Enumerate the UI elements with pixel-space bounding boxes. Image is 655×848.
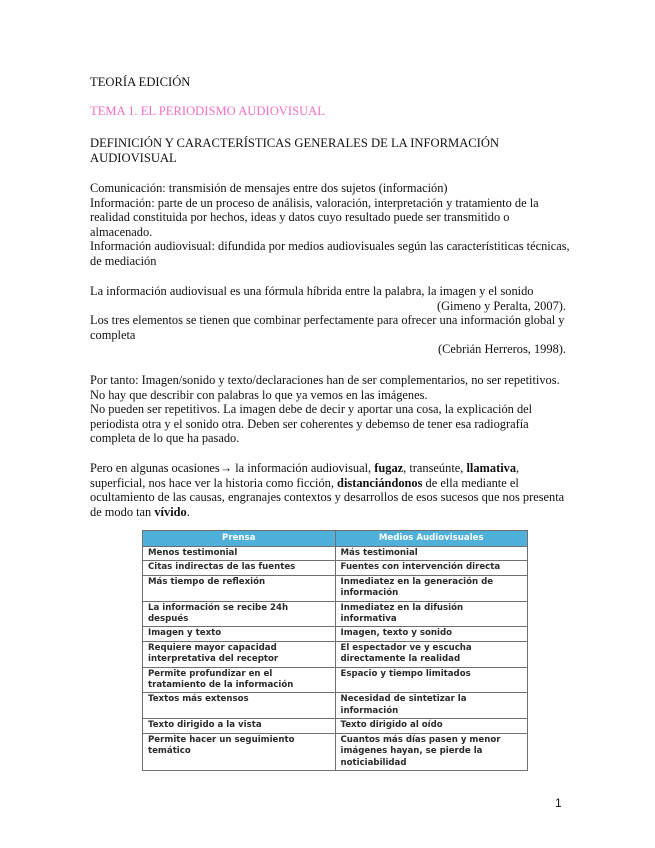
section-formula (90, 284, 570, 357)
ocasiones-text-2: , transeúnte, (403, 461, 467, 475)
table-cell-audiovisual: Necesidad de sintetizar la información (335, 693, 528, 719)
formula-paragraph: La información audiovisual es una fórmula híbrida entre la palabra, la imagen y el sonido (90, 284, 534, 298)
bold-llamativa: llamativa (466, 461, 517, 475)
table-cell-audiovisual: Imagen, texto y sonido (335, 627, 528, 641)
table-cell-prensa: La información se recibe 24h después (143, 601, 336, 627)
table-row (143, 733, 528, 770)
ocasiones-text-4: de ella mediante el ocultamiento de las causas, engranajes contextos y desarrollos de esos sucesos que nos presenta de modo tan (90, 475, 565, 519)
table-row (143, 667, 528, 693)
table-cell-audiovisual: Fuentes con intervención directa (335, 561, 528, 575)
table-header-row (143, 531, 528, 547)
tres-elementos-paragraph: Los tres elementos se tienen que combinar perfectamente para ofrecer una información global y completa (90, 313, 565, 342)
ocasiones-paragraph (90, 461, 570, 519)
table-row (143, 547, 528, 561)
table-cell-audiovisual: Texto dirigido al oído (335, 719, 528, 733)
table-cell-prensa: Permite profundizar en el tratamiento de la información (143, 667, 336, 693)
definition-comunicacion: Comunicación: transmisión de mensajes entre dos sujetos (información) (90, 181, 448, 195)
doc-title: TEORÍA EDICIÓN (90, 75, 191, 89)
table-cell-audiovisual: Inmediatez en la generación de información (335, 575, 528, 601)
por-tanto-paragraph: Por tanto: Imagen/sonido y texto/declaraciones han de ser complementarios, no ser repetitivos. No hay que describir con palabras lo que ya vemos en las imágenes. (90, 373, 560, 402)
table-cell-prensa: Requiere mayor capacidad interpretativa del receptor (143, 641, 336, 667)
table-cell-prensa: Más tiempo de reflexión (143, 575, 336, 601)
table-cell-prensa: Textos más extensos (143, 693, 336, 719)
table-cell-audiovisual: Más testimonial (335, 547, 528, 561)
ocasiones-text-3: , superficial, nos hace ver la historia como ficción, (90, 461, 520, 490)
tema-title: TEMA 1. EL PERIODISMO AUDIOVISUAL (90, 104, 325, 118)
table-cell-audiovisual: Inmediatez en la difusión informativa (335, 601, 528, 627)
bold-vivido: vívido (154, 504, 187, 519)
citation-cebrian: (Cebrián Herreros, 1998). (438, 342, 566, 357)
table-row (143, 601, 528, 627)
table-cell-prensa: Imagen y texto (143, 627, 336, 641)
comparison-table (142, 530, 528, 771)
table-row (143, 719, 528, 733)
table-cell-prensa: Menos testimonial (143, 547, 336, 561)
table-row (143, 693, 528, 719)
table-row (143, 641, 528, 667)
header-prensa: Prensa (143, 531, 336, 547)
header-medios-audiovisuales: Medios Audiovisuales (335, 531, 528, 547)
table-cell-prensa: Citas indirectas de las fuentes (143, 561, 336, 575)
table-cell-audiovisual: El espectador ve y escucha directamente la realidad (335, 641, 528, 667)
ocasiones-text-5: . (186, 504, 190, 519)
definition-info-audiovisual: Información audiovisual: difundida por medios audiovisuales según las característiticas técnicas, de mediación (90, 239, 570, 268)
ocasiones-text-1: Pero en algunas ocasiones→ la información audiovisual, (90, 461, 375, 475)
definition-heading: DEFINICIÓN Y CARACTERÍSTICAS GENERALES DE LA INFORMACIÓN AUDIOVISUAL (90, 136, 500, 165)
table-cell-prensa: Permite hacer un seguimiento temático (143, 733, 336, 770)
bold-fugaz: fugaz (374, 461, 404, 475)
table-row (143, 561, 528, 575)
definition-informacion: Información: parte de un proceso de análisis, valoración, interpretación y tratamiento de la realidad constituida por hechos, ideas y datos cuyo resultado puede ser transmitido o almacenado. (90, 195, 539, 239)
citation-gimeno: (Gimeno y Peralta, 2007). (436, 298, 566, 313)
section-ocasiones (90, 461, 570, 519)
no-repetitivos-paragraph: No pueden ser repetitivos. La imagen debe de decir y aportar una cosa, la explicación del periodista otra y el sonido otra. Deben ser coherentes y debemso de tener esa radiografía completa de lo que ha pasado. (90, 402, 533, 446)
table-cell-prensa: Texto dirigido a la vista (143, 719, 336, 733)
table-cell-audiovisual: Espacio y tiempo limitados (335, 667, 528, 693)
section-por-tanto (90, 373, 570, 446)
page-number: 1 (555, 796, 562, 810)
table-cell-audiovisual: Cuantos más días pasen y menor imágenes hayan, se pierde la noticiabilidad (335, 733, 528, 770)
table-row (143, 627, 528, 641)
bold-distanciandonos: distanciándonos (337, 475, 423, 490)
table-row (143, 575, 528, 601)
section-definitions (90, 181, 570, 269)
